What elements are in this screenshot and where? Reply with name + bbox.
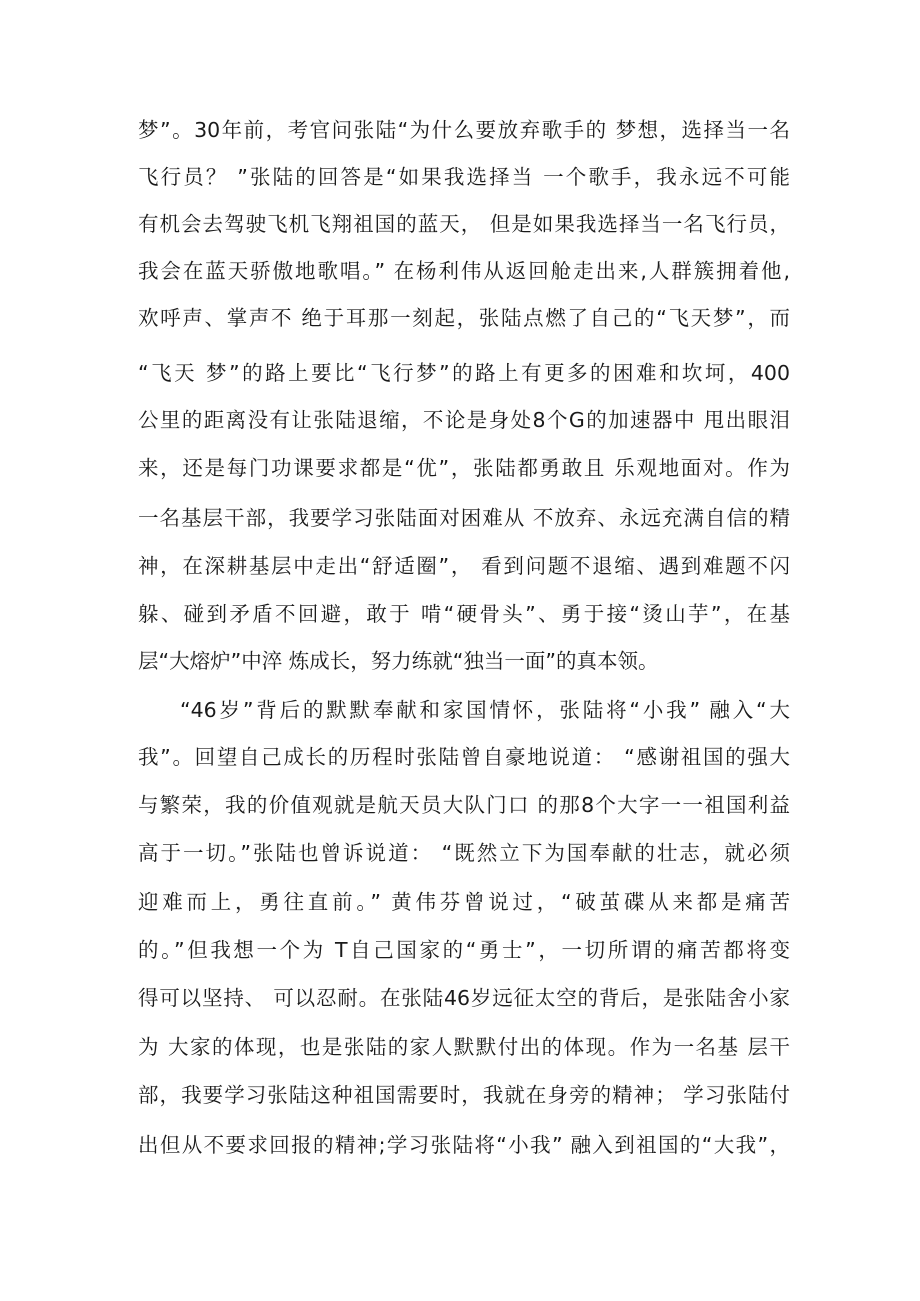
- text-line: 的。”但我想一个为 T自己国家的“勇士”，一切所谓的痛苦都将变: [138, 938, 790, 962]
- text-line: 高于一切。”张陆也曾诉说道： “既然立下为国奉献的壮志，就必须: [138, 841, 790, 865]
- text-line: 我”。回望自己成长的历程时张陆曾自豪地说道： “感谢祖国的强大: [138, 745, 790, 769]
- text-line: 为 大家的体现，也是张陆的家人默默付出的体现。作为一名基 层干: [138, 1035, 790, 1059]
- text-line: 层“大熔炉”中淬 炼成长，努力练就“独当一面”的真本领。: [138, 649, 659, 673]
- text-line: 躲、碰到矛盾不回避，敢于 啃“硬骨头”、勇于接“烫山芋”，在基: [138, 602, 790, 626]
- text-line: 我会在蓝天骄傲地歌唱。” 在杨利伟从返回舱走出来,人群簇拥着他,: [138, 259, 790, 283]
- text-line: 有机会去驾驶飞机飞翔祖国的蓝天， 但是如果我选择当一名飞行员，: [138, 212, 790, 236]
- text-line: 一名基层干部，我要学习张陆面对困难从 不放弃、永远充满自信的精: [138, 506, 790, 530]
- text-line: 神，在深耕基层中走出“舒适圈”， 看到问题不退缩、遇到难题不闪: [138, 554, 790, 578]
- text-line: 梦”。30年前，考官问张陆“为什么要放弃歌手的 梦想，选择当一名: [138, 118, 790, 142]
- text-line: 飞行员？ ”张陆的回答是“如果我选择当 一个歌手，我永远不可能: [138, 165, 790, 189]
- text-line: 部，我要学习张陆这种祖国需要时，我就在身旁的精神； 学习张陆付: [138, 1083, 790, 1107]
- text-line: “飞天 梦”的路上要比“飞行梦”的路上有更多的困难和坎坷，400: [138, 361, 790, 385]
- text-line: 出但从不要求回报的精神;学习张陆将“小我” 融入到祖国的“大我”，: [138, 1133, 790, 1157]
- text-line: 公里的距离没有让张陆退缩，不论是身处8个G的加速器中 甩出眼泪: [138, 408, 790, 432]
- text-line: 得可以坚持、 可以忍耐。在张陆46岁远征太空的背后，是张陆舍小家: [138, 986, 790, 1010]
- text-line: 来，还是每门功课要求都是“优”，张陆都勇敢且 乐观地面对。作为: [138, 456, 790, 480]
- text-line: 与繁荣，我的价值观就是航天员大队门口 的那8个大字一一祖国利益: [138, 793, 790, 817]
- text-line: 欢呼声、掌声不 绝于耳那一刻起，张陆点燃了自己的“飞天梦”，而: [138, 306, 790, 330]
- text-line: “46岁”背后的默默奉献和家国情怀，张陆将“小我” 融入“大: [180, 698, 790, 722]
- text-line: 迎难而上，勇往直前。” 黄伟芬曾说过，“破茧碟从来都是痛苦: [138, 890, 790, 914]
